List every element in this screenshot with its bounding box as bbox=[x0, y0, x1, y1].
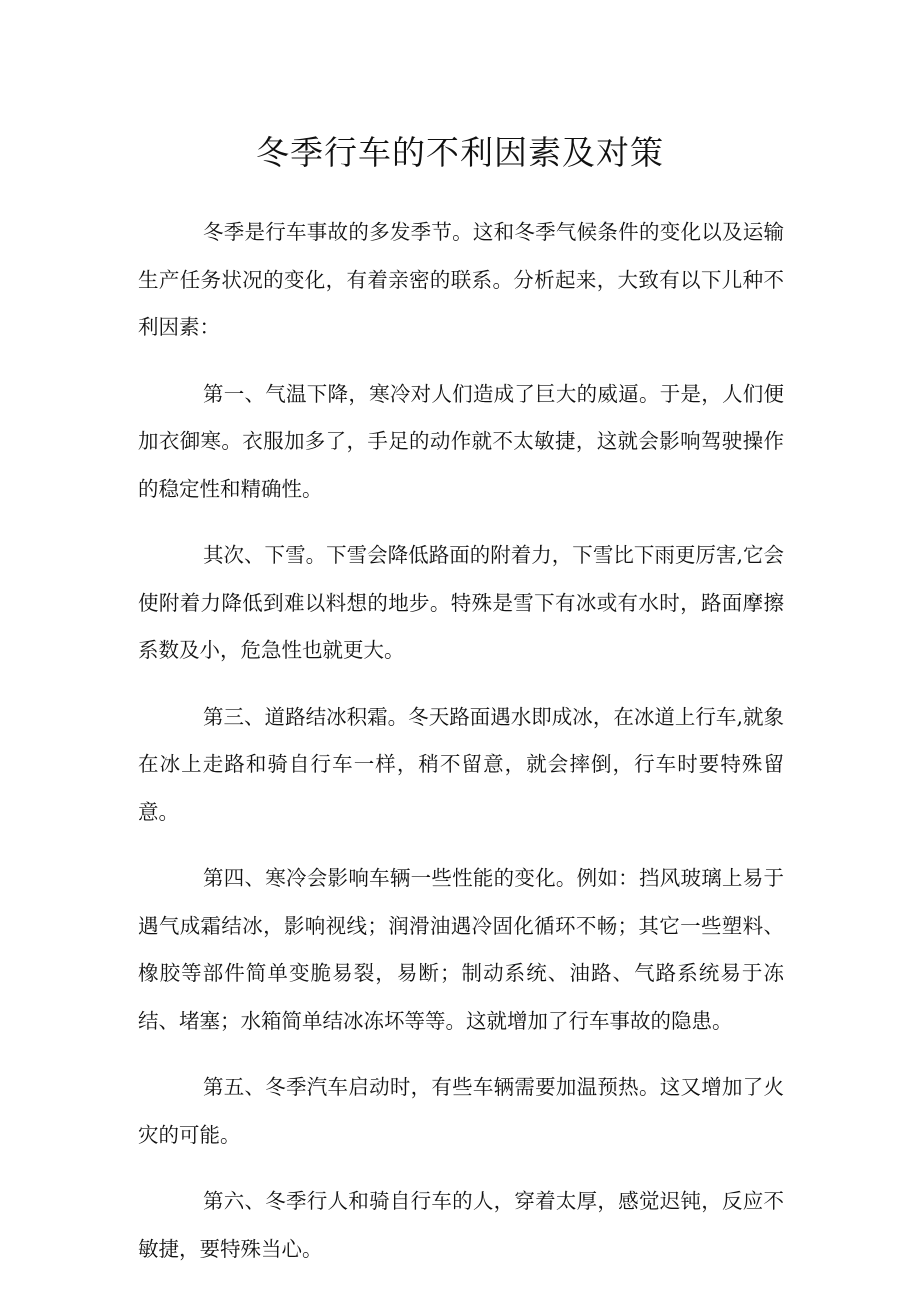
paragraph-fourth-factor: 第四、寒冷会影响车辆一些性能的变化。例如：挡风玻璃上易于遇气成霜结冰，影响视线；润滑油遇冷固化循环不畅；其它一些塑料、橡胶等部件简单变脆易裂，易断；制动系统、油路、气路系统易于冻结、堵塞；水箱简单结冰冻坏等等。这就增加了行车事故的隐患。 bbox=[138, 866, 784, 1033]
paragraph-second-factor: 其次、下雪。下雪会降低路面的附着力，下雪比下雨更厉害,它会使附着力降低到难以料想的地步。特殊是雪下有冰或有水时，路面摩擦系数及小，危急性也就更大。 bbox=[138, 543, 784, 662]
paragraph-first-factor: 第一、气温下降，寒冷对人们造成了巨大的威逼。于是，人们便加衣御寒。衣服加多了，手足的动作就不太敏捷，这就会影响驾驶操作的稳定性和精确性。 bbox=[138, 381, 784, 501]
paragraph-intro: 冬季是行车事故的多发季节。这和冬季气候条件的变化以及运输生产任务状况的变化，有着亲密的联系。分析起来，大致有以下儿种不利因素： bbox=[138, 220, 784, 339]
paragraph-fifth-factor: 第五、冬季汽车启动时，有些车辆需要加温预热。这又增加了火灾的可能。 bbox=[138, 1075, 784, 1147]
paragraph-third-factor: 第三、道路结冰积霜。冬天路面遇水即成冰，在冰道上行车,就象在冰上走路和骑自行车一样，稍不留意，就会摔倒，行车时要特殊留意。 bbox=[138, 704, 784, 824]
document-body bbox=[138, 209, 784, 1292]
paragraph-sixth-factor: 第六、冬季行人和骑自行车的人，穿着太厚，感觉迟钝，反应不敏捷，要特殊当心。 bbox=[138, 1189, 784, 1261]
document-title: 冬季行车的不利因素及对策 bbox=[256, 133, 664, 172]
